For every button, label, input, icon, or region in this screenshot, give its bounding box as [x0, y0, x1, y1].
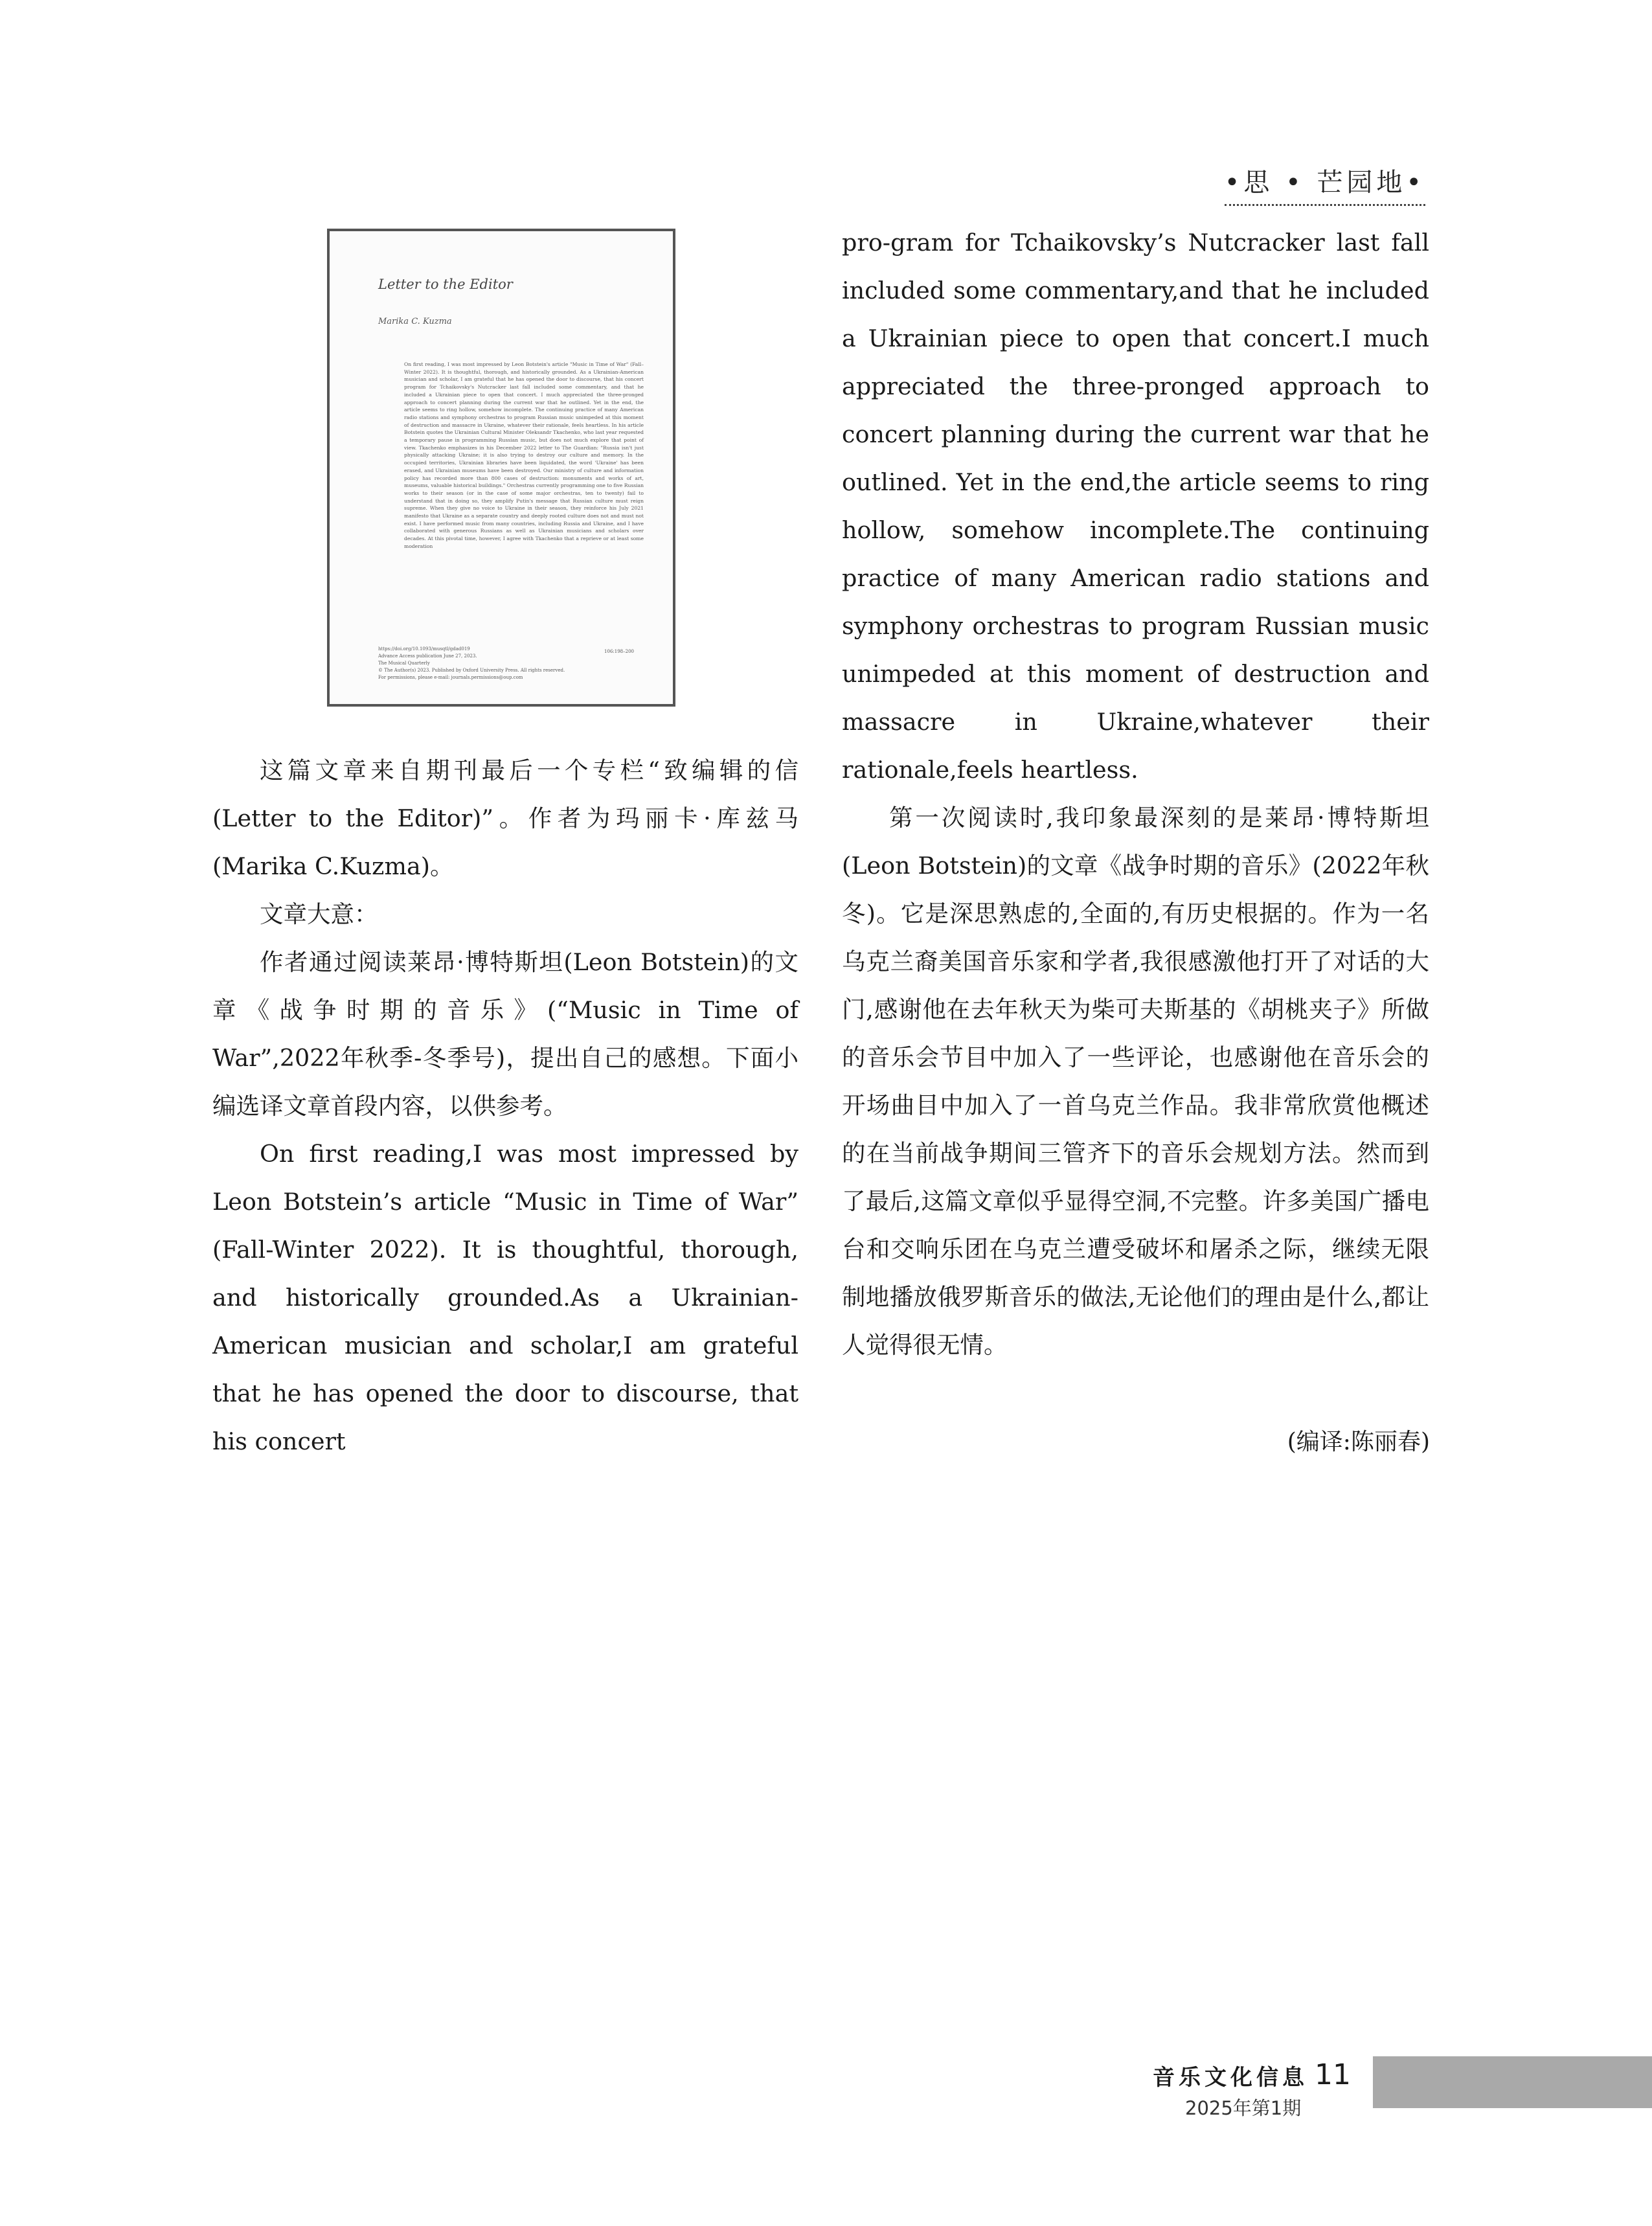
- section-header: •思 • 芒园地•: [1225, 162, 1425, 206]
- footer-bar: [1373, 2056, 1652, 2108]
- summary-paragraph: 作者通过阅读莱昂·博特斯坦(Leon Botstein)的文章《战争时期的音乐》(“Music in Time of War”,2022年秋季-冬季号)，提出自己的感想。下面小编选译文章首段内容，以供参考。: [212, 948, 798, 1120]
- journal-name: 音乐文化信息: [1153, 2065, 1308, 2091]
- right-column: [842, 219, 1429, 1369]
- english-paragraph-continued: pro-gram for Tchaikovsky’s Nutcracker last fall included some commentary,and that he included a Ukrainian piece to open that concert.I much appreciated the three-pronged approach to concert planning during the current war that he outlined. Yet in the end,the article seems to ring hollow, somehow incomplete.The continuing practice of many American radio stations and symphony orchestras to program Russian music unimpeded at this moment of destruction and massacre in Ukraine,whatever their rationale,feels heartless.: [842, 229, 1429, 784]
- page-number: 11: [1315, 2058, 1351, 2091]
- intro-paragraph: 这篇文章来自期刊最后一个专栏“致编辑的信(Letter to the Editor)”。作者为玛丽卡·库兹马(Marika C.Kuzma)。: [212, 756, 798, 880]
- issue-label: 2025年第1期: [1185, 2097, 1302, 2119]
- thumbnail-footer-line: © The Author(s) 2023. Published by Oxford University Press. All rights reserved.: [378, 668, 565, 673]
- thumbnail-footer-line: The Musical Quarterly: [378, 661, 430, 666]
- translator-credit: (编译:陈丽春): [1287, 1429, 1430, 1455]
- thumbnail-title: Letter to the Editor: [378, 277, 513, 292]
- thumbnail-footer-line: Advance Access publication June 27, 2023.: [378, 653, 477, 659]
- summary-heading: 文章大意：: [260, 900, 378, 928]
- thumbnail-footer-line: For permissions, please e-mail: journals.permissions@oup.com: [378, 675, 523, 680]
- thumbnail-page-ref: 106:198–200: [604, 649, 634, 654]
- thumbnail-author: Marika C. Kuzma: [378, 317, 452, 326]
- chinese-translation-paragraph: 第一次阅读时,我印象最深刻的是莱昂·博特斯坦(Leon Botstein)的文章《战争时期的音乐》(2022年秋冬)。它是深思熟虑的,全面的,有历史根据的。作为一名乌克兰裔美国音乐家和学者,我很感激他打开了对话的大门,感谢他在去年秋天为柴可夫斯基的《胡桃夹子》所做的音乐会节目中加入了一些评论，也感谢他在音乐会的开场曲目中加入了一首乌克兰作品。我非常欣赏他概述的在当前战争期间三管齐下的音乐会规划方法。然而到了最后,这篇文章似乎显得空洞,不完整。许多美国广播电台和交响乐团在乌克兰遭受破坏和屠杀之际，继续无限制地播放俄罗斯音乐的做法,无论他们的理由是什么,都让人觉得很无情。: [842, 804, 1429, 1359]
- english-paragraph-start: On first reading,I was most impressed by Leon Botstein’s article “Music in Time of War” (Fall-Winter 2022). It is thoughtful, thorough, and historically grounded.As a Ukrainian-American musician and scholar,I am grateful that he has opened the door to discourse, that his concert: [212, 1140, 798, 1455]
- thumbnail-footer: [378, 646, 637, 681]
- thumbnail-body: On first reading, I was most impressed by Leon Botstein's article "Music in Time of War" (Fall–Winter 2022). It is thoughtful, thorough, and historically grounded. As a Ukrainian-American musician and scholar, I am grateful that he has opened the door to discourse, that his concert program for Tchaikovsky's Nutcracker last fall included some commentary, and that he included a Ukrainian piece to open that concert. I much appreciated the three-pronged approach to concert planning during the current war that he outlined. Yet in the end, the article seems to ring hollow, somehow incomplete. The continuing practice of many American radio stations and symphony orchestras to program Russian music unimpeded at this moment of destruction and massacre in Ukraine, whatever their rationale, feels heartless. In his article Botstein quotes the Ukrainian Cultural Minister Oleksandr Tkachenko, who last year requested a temporary pause in programming Russian music, but does not much explore that point of view. Tkachenko emphasizes in his December 2022 letter to The Guardian: "Russia isn't just physically attacking Ukraine; it is also trying to destroy our culture and memory. In the occupied territories, Ukrainian libraries have been liquidated, the word 'Ukraine' has been erased, and Ukrainian museums have been destroyed. Our ministry of culture and information policy has recorded more than 800 cases of destruction: monuments and works of art, museums, valuable historical buildings." Orchestras currently programming one to five Russian works to their season (or in the case of some major orchestras, ten to twenty) fail to understand that in doing so, they amplify Putin's message that Russian culture must reign supreme. When they give no voice to Ukraine in their season, they reinforce his July 2021 manifesto that Ukraine as a separate country and deeply rooted culture does not and must not exist. I have performed music from many countries, including Russia and Ukraine, and I have collaborated with generous Russians as well as Ukrainian musicians and scholars over decades. At this pivotal time, however, I agree with Tkachenko that a reprieve or at least some moderation: [404, 361, 644, 549]
- thumbnail-footer-line: https://doi.org/10.1093/musqtl/gdad019: [378, 646, 470, 652]
- left-column: [212, 747, 798, 1466]
- letter-thumbnail-image: [327, 229, 675, 707]
